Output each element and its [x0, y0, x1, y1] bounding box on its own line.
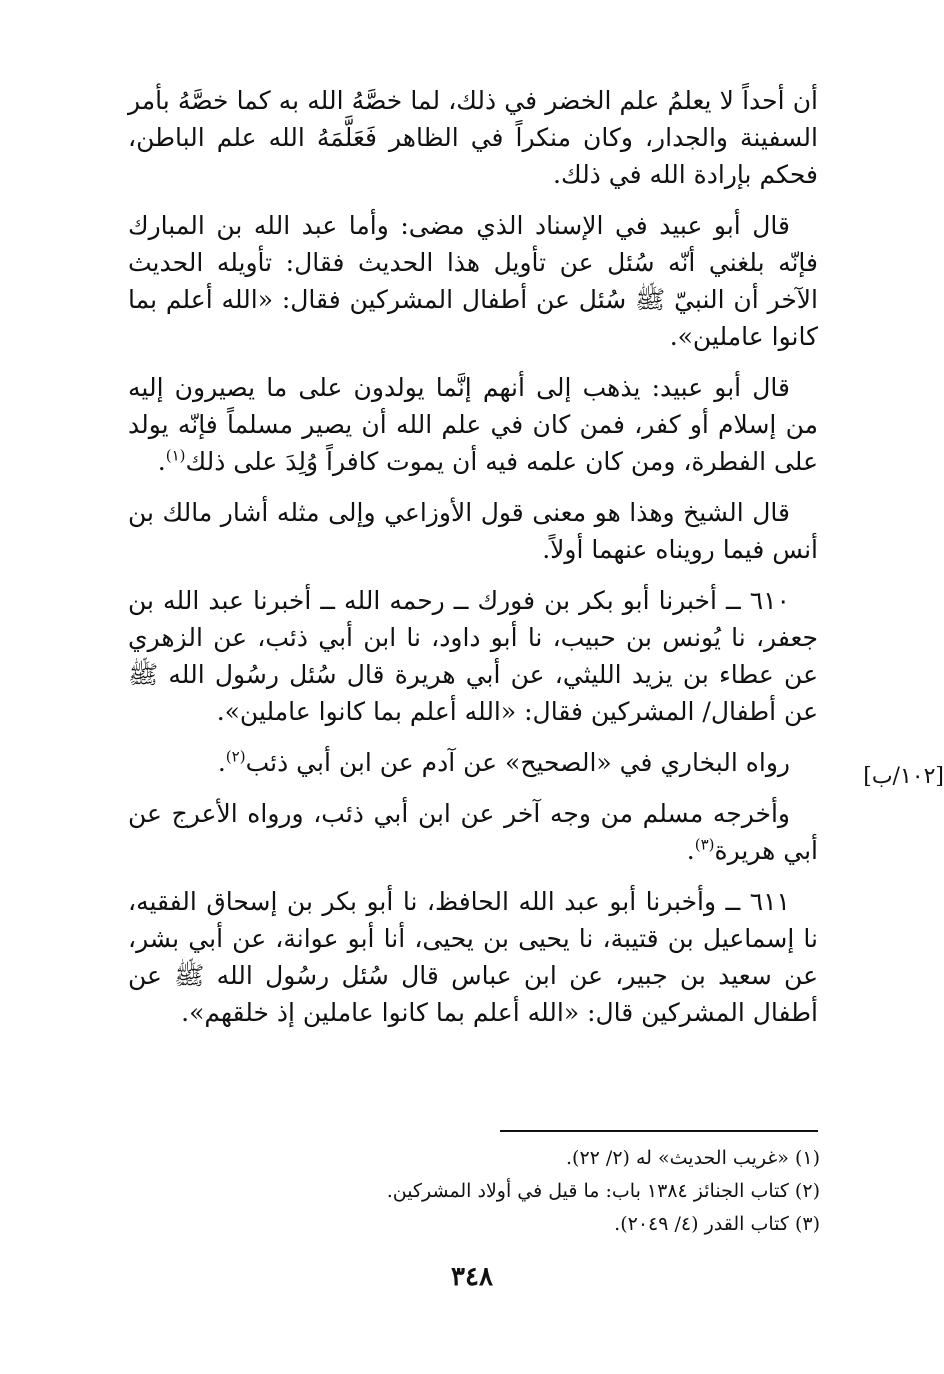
sentence-end: .	[686, 836, 695, 865]
paragraph	[128, 744, 818, 781]
paragraph-text: قال أبو عبيد: يذهب إلى أنهم إنَّما يولدون على ما يصيرون إليه من إسلام أو كفر، فمن كان في علم الله أن يصير مسلماً فإنّه يولد على الفطرة، ومن كان علمه فيه أن يموت كافراً وُلِدَ على ذلك	[128, 373, 818, 476]
hadith-610	[128, 582, 818, 730]
footnotes	[300, 1142, 820, 1241]
footnote-divider	[500, 1130, 818, 1132]
paragraph-text: ٦١٠ ــ أخبرنا أبو بكر بن فورك ــ رحمه الله ــ أخبرنا عبد الله بن جعفر، نا يُونس بن حبيب، نا أبو داود، نا ابن أبي ذئب، عن الزهري عن عطاء بن يزيد الليثي، عن أبي هريرة قال سُئل رسُول الله ﷺ عن أطفال/ المشركين فقال: «الله أعلم بما كانوا عاملين».	[128, 586, 818, 726]
paragraph	[128, 207, 818, 355]
page-number: ٣٤٨	[451, 1262, 493, 1292]
paragraph-text: أن أحداً لا يعلمُ علم الخضر في ذلك، لما خصَّهُ الله به كما خصَّهُ بأمر السفينة والجدار، وكان منكراً في الظاهر فَعَلَّمَهُ الله علم الباطن، فحكم بإرادة الله في ذلك.	[128, 86, 818, 189]
paragraph-text: قال أبو عبيد في الإسناد الذي مضى: وأما عبد الله بن المبارك فإنّه بلغني أنّه سُئل عن تأويل هذا الحديث فقال: تأويله الحديث الآخر أن النبيّ ﷺ سُئل عن أطفال المشركين فقال: «الله أعلم بما كانوا عاملين».	[128, 211, 818, 351]
paragraph-text: رواه البخاري في «الصحيح» عن آدم عن ابن أبي ذئب	[245, 748, 790, 777]
footnote-marker: (١)	[165, 446, 186, 465]
sentence-end: .	[217, 748, 226, 777]
footnote: (٣) كتاب القدر (٤/ ٢٠٤٩).	[614, 1213, 820, 1235]
manuscript-folio-marker: [١٠٢/ب]	[863, 764, 944, 789]
paragraph	[128, 795, 818, 869]
footnote: (٢) كتاب الجنائز ١٣٨٤ باب: ما قيل في أولاد المشركين.	[386, 1180, 820, 1202]
paragraph-text: ٦١١ ــ وأخبرنا أبو عبد الله الحافظ، نا أبو بكر بن إسحاق الفقيه، نا إسماعيل بن قتيبة، نا يحيى بن يحيى، أنا أبو عوانة، عن أبي بشر، عن سعيد بن جبير، عن ابن عباس قال سُئل رسُول الله ﷺ عن أطفال المشركين قال: «الله أعلم بما كانوا عاملين إذ خلقهم».	[128, 887, 818, 1027]
paragraph	[128, 369, 818, 480]
paragraph-text: قال الشيخ وهذا هو معنى قول الأوزاعي وإلى مثله أشار مالك بن أنس فيما رويناه عنهما أولاً.	[128, 498, 818, 564]
main-text	[128, 82, 818, 1045]
footnote-marker: (٢)	[225, 747, 246, 766]
hadith-611	[128, 883, 818, 1031]
paragraph	[128, 494, 818, 568]
footnote: (١) «غريب الحديث» له (٢/ ٢٢).	[565, 1147, 820, 1169]
sentence-end: .	[157, 447, 166, 476]
paragraph	[128, 82, 818, 193]
paragraph-text: وأخرجه مسلم من وجه آخر عن ابن أبي ذئب، ورواه الأعرج عن أبي هريرة	[128, 799, 818, 865]
footnote-marker: (٣)	[694, 835, 715, 854]
